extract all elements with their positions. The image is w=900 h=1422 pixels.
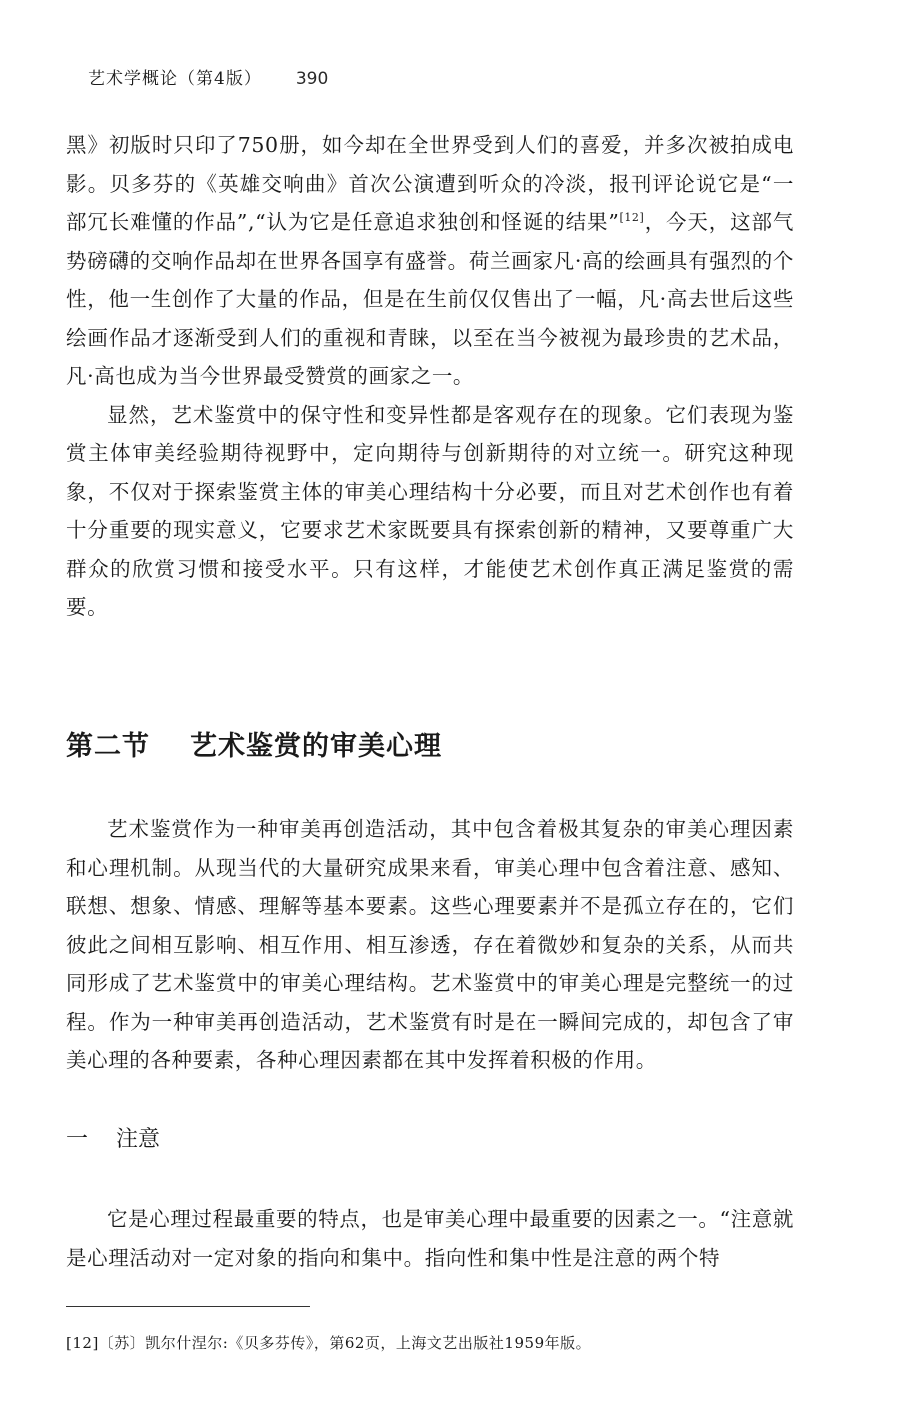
subsection-number: 一 xyxy=(66,1127,89,1152)
body-text-continued xyxy=(66,126,794,627)
paragraph-text: 黑》初版时只印了750册，如今却在全世界受到人们的喜爱，并多次被拍成电影。贝多芬的《英雄交响曲》首次公演遭到听众的冷淡，报刊评论说它是“一部冗长难懂的作品”,“认为它是任意追求独创和怪诞的结果” xyxy=(66,133,794,234)
paragraph: 它是心理过程最重要的特点，也是审美心理中最重要的因素之一。“注意就是心理活动对一定对象的指向和集中。指向性和集中性是注意的两个特 xyxy=(66,1207,794,1270)
subsection-title: 注意 xyxy=(116,1127,161,1152)
page-number: 390 xyxy=(295,69,329,89)
subsection-text xyxy=(66,1200,794,1277)
footnote-reference: [12] xyxy=(619,211,645,225)
section-heading xyxy=(66,724,442,763)
footnote-divider xyxy=(66,1306,310,1307)
paragraph-text-tail: ，今天，这部气势磅礴的交响作品却在世界各国享有盛誉。荷兰画家凡·高的绘画具有强烈的个性，他一生创作了大量的作品，但是在生前仅仅售出了一幅，凡·高去世后这些绘画作品才逐渐受到人们的重视和青睐，以至在当今被视为最珍贵的艺术品，凡·高也成为当今世界最受赞赏的画家之一。 xyxy=(66,210,794,388)
paragraph xyxy=(66,126,794,396)
section-intro-text xyxy=(66,810,794,1080)
running-header xyxy=(88,64,328,98)
section-title: 艺术鉴赏的审美心理 xyxy=(190,731,442,762)
book-title: 艺术学概论（第4版） xyxy=(88,69,262,89)
section-number: 第二节 xyxy=(66,731,150,762)
subsection-heading xyxy=(66,1122,160,1153)
paragraph: 艺术鉴赏作为一种审美再创造活动，其中包含着极其复杂的审美心理因素和心理机制。从现当代的大量研究成果来看，审美心理中包含着注意、感知、联想、想象、情感、理解等基本要素。这些心理要素并不是孤立存在的，它们彼此之间相互影响、相互作用、相互渗透，存在着微妙和复杂的关系，从而共同形成了艺术鉴赏中的审美心理结构。艺术鉴赏中的审美心理是完整统一的过程。作为一种审美再创造活动，艺术鉴赏有时是在一瞬间完成的，却包含了审美心理的各种要素，各种心理因素都在其中发挥着积极的作用。 xyxy=(66,817,794,1072)
footnote: [12]〔苏〕凯尔什涅尔:《贝多芬传》，第62页，上海文艺出版社1959年版。 xyxy=(66,1334,592,1352)
paragraph: 显然，艺术鉴赏中的保守性和变异性都是客观存在的现象。它们表现为鉴赏主体审美经验期待视野中，定向期待与创新期待的对立统一。研究这种现象，不仅对于探索鉴赏主体的审美心理结构十分必要，而且对艺术创作也有着十分重要的现实意义，它要求艺术家既要具有探索创新的精神，又要尊重广大群众的欣赏习惯和接受水平。只有这样，才能使艺术创作真正满足鉴赏的需要。 xyxy=(66,402,794,619)
